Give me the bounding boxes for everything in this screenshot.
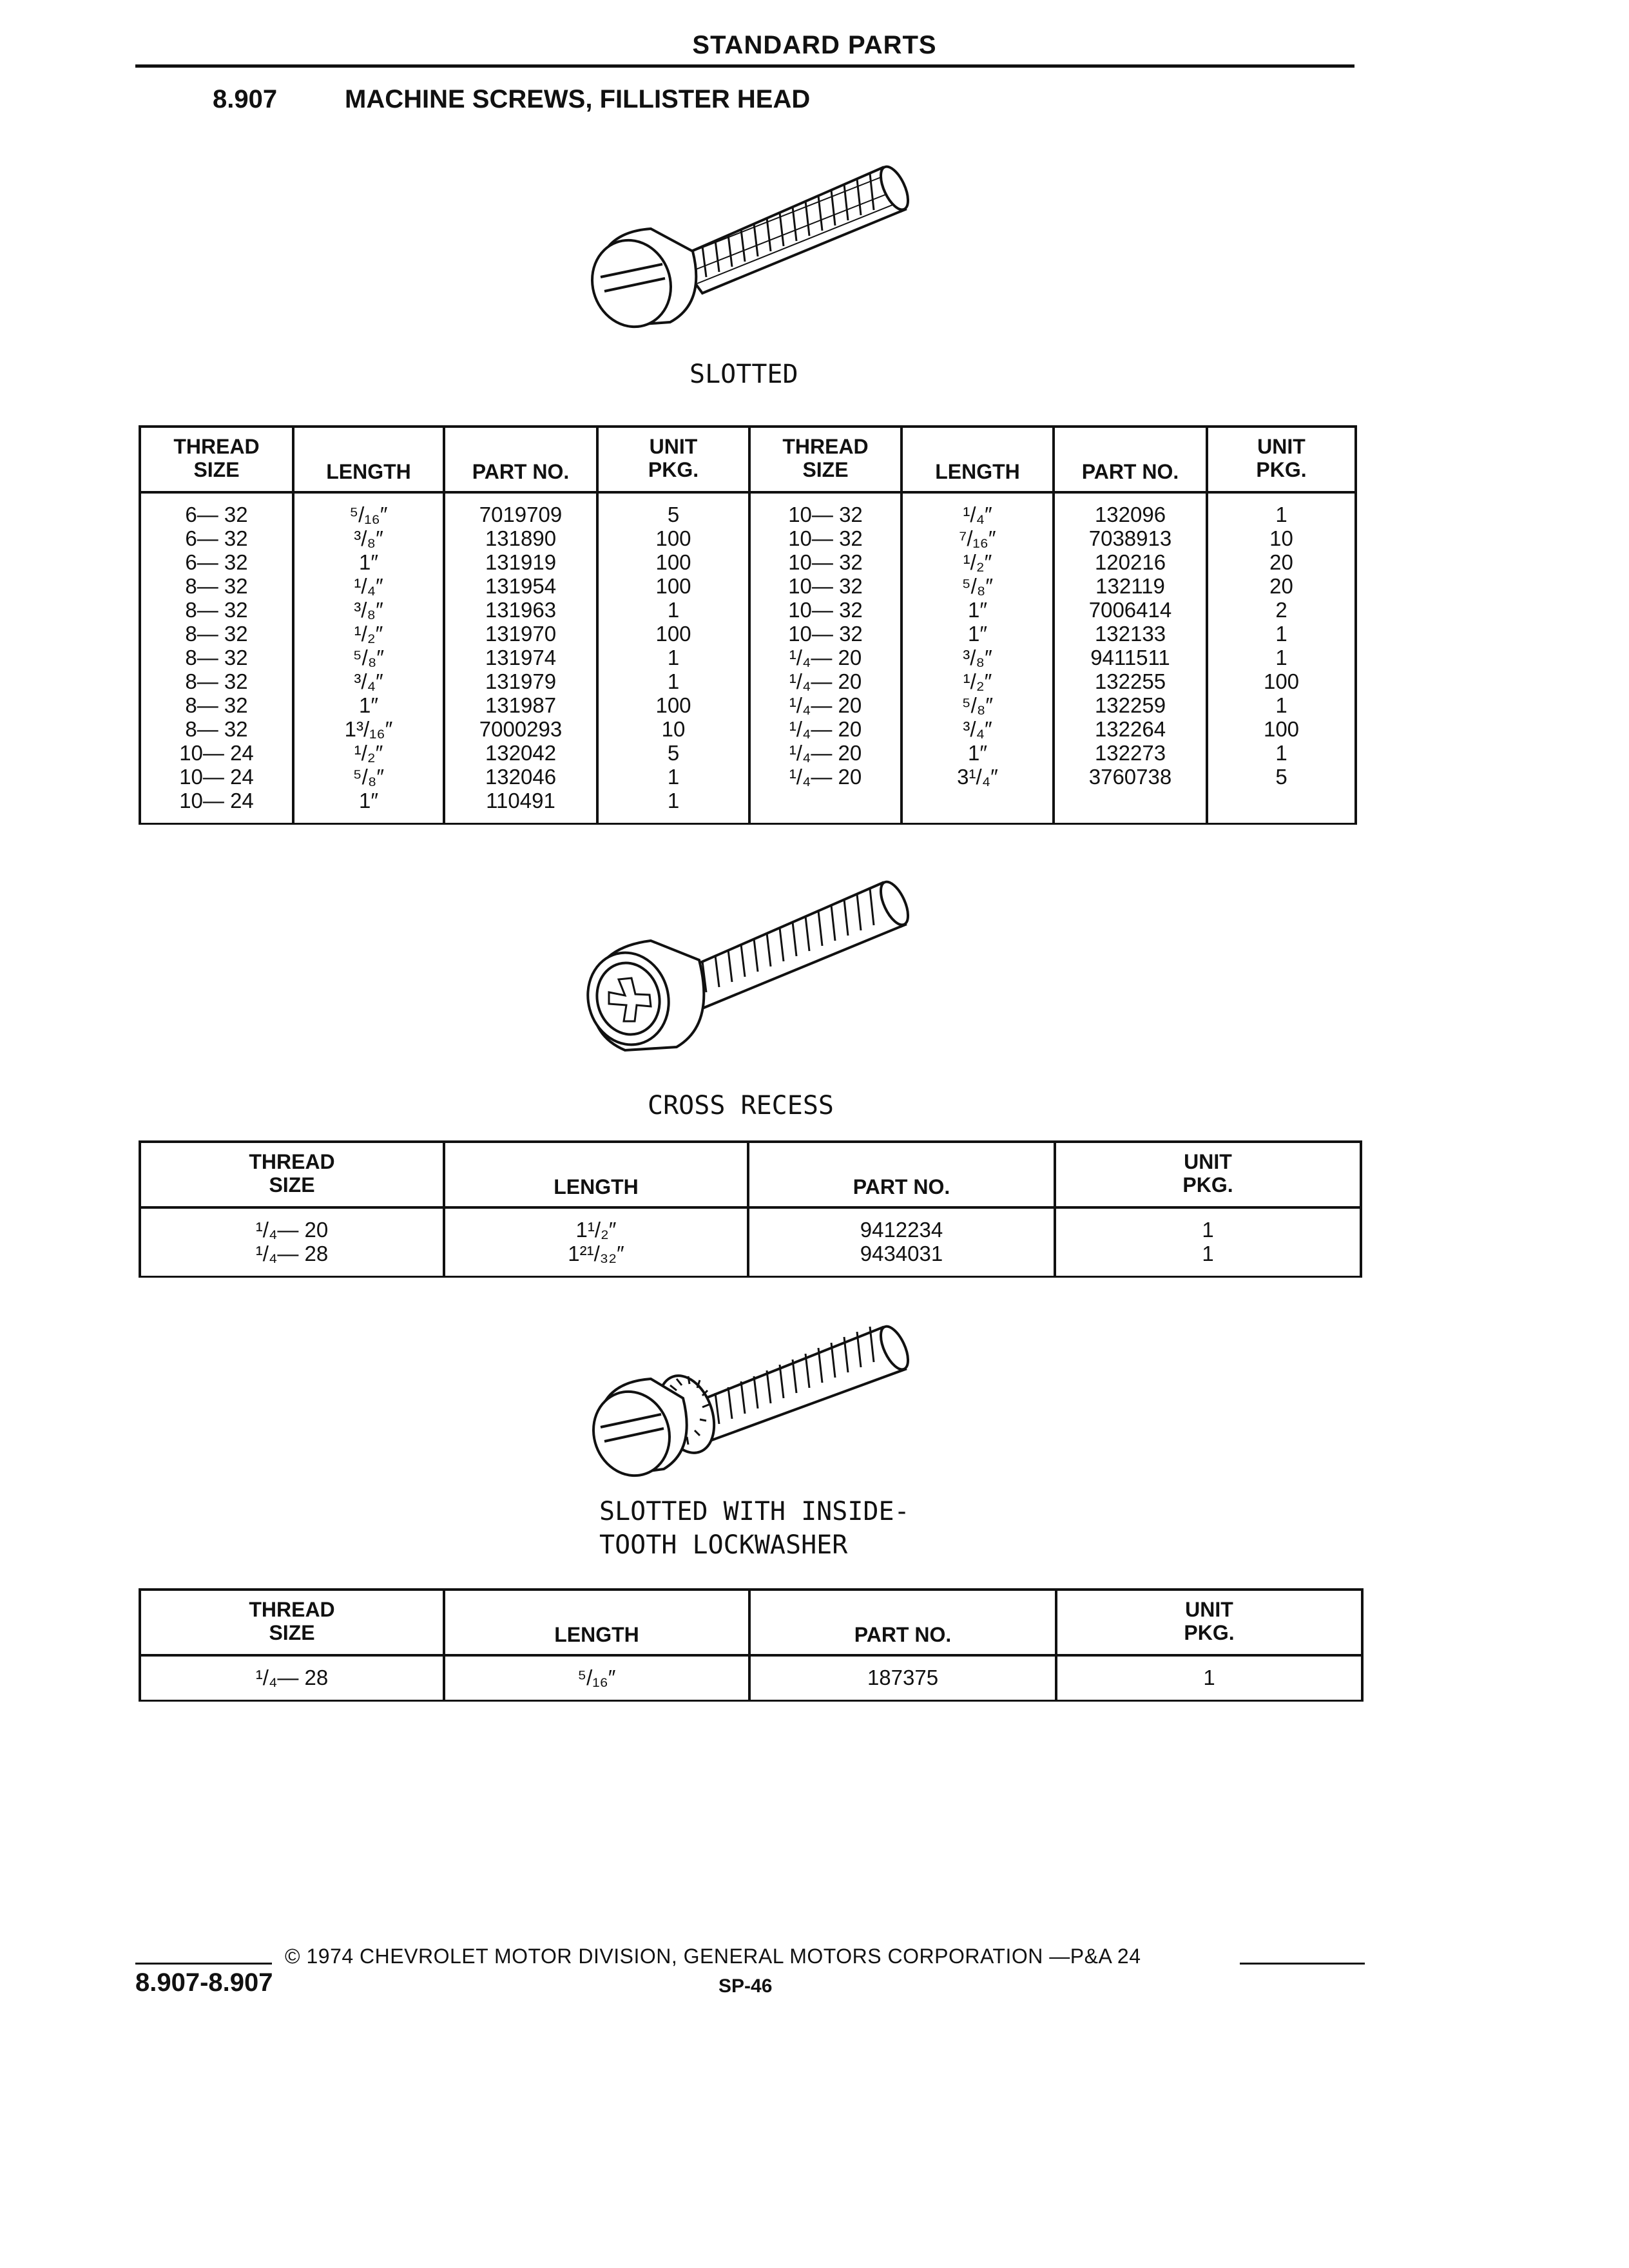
table-row: 8— 32 ³/₈″ 131963 1 10— 32 1″ 7006414 2	[140, 598, 1356, 622]
footer-page-number: SP-46	[718, 1975, 773, 1997]
slotted-lockwasher-screw-icon	[580, 1308, 928, 1495]
table-row: ¹/₄— 28 ⁵/₁₆″ 187375 1	[140, 1655, 1362, 1701]
col-thread-size: THREAD SIZE	[140, 427, 293, 492]
table-row: 10— 24 ¹/₂″ 132042 5 ¹/₄— 20 1″ 132273 1	[140, 741, 1356, 765]
table-row: 6— 32 ³/₈″ 131890 100 10— 32 ⁷/₁₆″ 7038913 10	[140, 526, 1356, 550]
table-row: 8— 32 1″ 131987 100 ¹/₄— 20 ⁵/₈″ 132259 1	[140, 693, 1356, 717]
table-row: 8— 32 ⁵/₈″ 131974 1 ¹/₄— 20 ³/₈″ 9411511 1	[140, 646, 1356, 669]
col-thread-size: THREAD SIZE	[140, 1142, 444, 1207]
slotted-parts-table	[139, 425, 1357, 825]
slotted-caption: SLOTTED	[689, 360, 798, 389]
col-unit-pkg: UNIT PKG.	[1055, 1142, 1361, 1207]
table-row: 8— 32 1³/₁₆″ 7000293 10 ¹/₄— 20 ³/₄″ 132264 100	[140, 717, 1356, 741]
footer-rule-left	[135, 1963, 272, 1965]
col-part-no: PART NO.	[748, 1142, 1055, 1207]
col-thread-size: THREAD SIZE	[140, 1590, 444, 1655]
page-header-title: STANDARD PARTS	[692, 31, 937, 59]
lockwasher-parts-table	[139, 1588, 1364, 1702]
col-unit-pkg: UNIT PKG.	[1056, 1590, 1362, 1655]
table-row: 10— 24 ⁵/₈″ 132046 1 ¹/₄— 20 3¹/₄″ 3760738 5	[140, 765, 1356, 789]
table-row: ¹/₄— 28 1²¹/₃₂″ 9434031 1	[140, 1242, 1361, 1277]
table-row: 8— 32 ¹/₄″ 131954 100 10— 32 ⁵/₈″ 132119 20	[140, 574, 1356, 598]
slotted-fillister-screw-icon	[580, 148, 928, 361]
footer-copyright: © 1974 CHEVROLET MOTOR DIVISION, GENERAL MOTORS CORPORATION —P&A 24	[285, 1945, 1141, 1968]
table-row: 6— 32 1″ 131919 100 10— 32 ¹/₂″ 120216 20	[140, 550, 1356, 574]
lockwasher-caption-line2: TOOTH LOCKWASHER	[599, 1530, 848, 1560]
col-part-no: PART NO.	[749, 1590, 1056, 1655]
table-row: 8— 32 ³/₄″ 131979 1 ¹/₄— 20 ¹/₂″ 132255 100	[140, 669, 1356, 693]
header-rule	[135, 64, 1354, 68]
col-unit-pkg: UNIT PKG.	[597, 427, 749, 492]
col-part-no: PART NO.	[444, 427, 597, 492]
section-title: MACHINE SCREWS, FILLISTER HEAD	[345, 85, 811, 113]
cross-recess-caption: CROSS RECESS	[648, 1091, 834, 1120]
col-length-2: LENGTH	[901, 427, 1054, 492]
lockwasher-caption-line1: SLOTTED WITH INSIDE-	[599, 1497, 910, 1526]
cross-recess-parts-table	[139, 1140, 1362, 1278]
col-length: LENGTH	[444, 1590, 749, 1655]
footer-rule-right	[1240, 1963, 1365, 1965]
col-thread-size-2: THREAD SIZE	[749, 427, 901, 492]
table-row: 8— 32 ¹/₂″ 131970 100 10— 32 1″ 132133 1	[140, 622, 1356, 646]
footer-section-ref: 8.907-8.907	[135, 1968, 273, 1997]
col-part-no-2: PART NO.	[1054, 427, 1207, 492]
cross-recess-fillister-screw-icon	[580, 863, 928, 1076]
section-number: 8.907	[213, 85, 278, 113]
col-length: LENGTH	[444, 1142, 748, 1207]
table-row: 10— 24 1″ 110491 1	[140, 789, 1356, 824]
table-row: 6— 32 ⁵/₁₆″ 7019709 5 10— 32 ¹/₄″ 132096 1	[140, 492, 1356, 526]
table-row: ¹/₄— 20 1¹/₂″ 9412234 1	[140, 1207, 1361, 1242]
col-length: LENGTH	[293, 427, 444, 492]
col-unit-pkg-2: UNIT PKG.	[1207, 427, 1356, 492]
